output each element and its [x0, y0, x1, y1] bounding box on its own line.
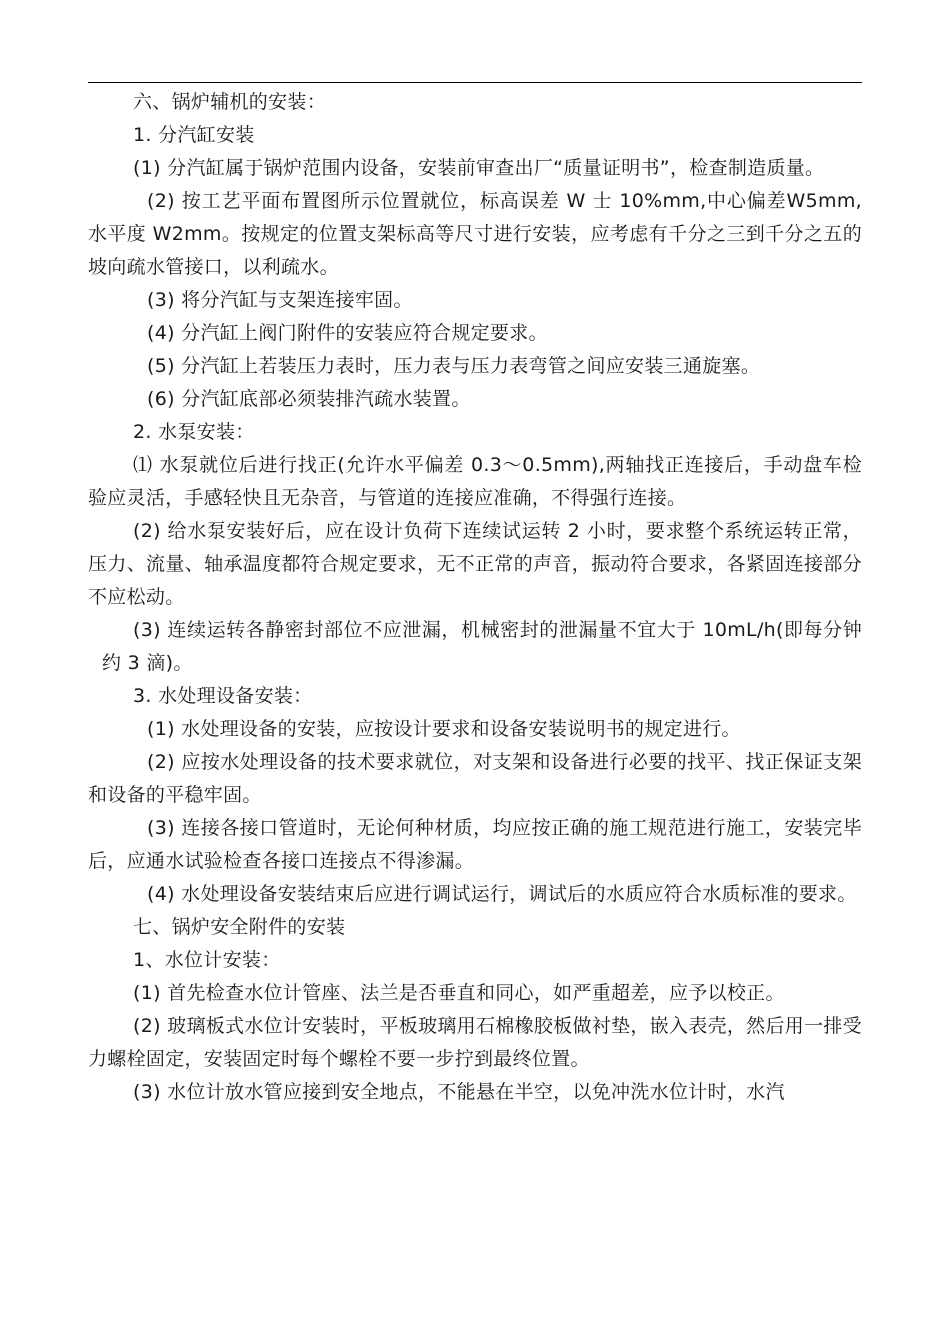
paragraph: (3) 水位计放水管应接到安全地点，不能悬在半空，以免冲洗水位计时，水汽: [133, 1081, 785, 1103]
paragraph: (1) 水处理设备的安装，应按设计要求和设备安装说明书的规定进行。: [147, 718, 741, 740]
subsection-heading: 3. 水处理设备安装：: [133, 685, 313, 707]
subsection-heading: 2. 水泵安装：: [133, 421, 255, 443]
paragraph: (1) 首先检查水位计管座、法兰是否垂直和同心，如严重超差，应予以校正。: [133, 982, 785, 1004]
subsection-heading: 1、水位计安装：: [133, 949, 281, 971]
paragraph: (4) 水处理设备安装结束后应进行调试运行，调试后的水质应符合水质标准的要求。: [147, 883, 857, 905]
paragraph: (2) 给水泵安装好后，应在设计负荷下连续试运转 2 小时，要求整个系统运转正常，压力、流量、轴承温度都符合规定要求，无不正常的声音，振动符合要求，各紧固连接部分不应松动。: [88, 520, 862, 608]
header-rule: [88, 82, 862, 83]
paragraph: (4) 分汽缸上阀门附件的安装应符合规定要求。: [147, 322, 548, 344]
paragraph: (2) 应按水处理设备的技术要求就位，对支架和设备进行必要的找平、找正保证支架和设备的平稳牢固。: [88, 751, 862, 806]
paragraph: (5) 分汽缸上若装压力表时，压力表与压力表弯管之间应安装三通旋塞。: [147, 355, 761, 377]
paragraph: (1) 分汽缸属于锅炉范围内设备，安装前审查出厂“质量证明书”，检查制造质量。: [133, 157, 825, 179]
paragraph: ⑴ 水泵就位后进行找正(允许水平偏差 0.3〜0.5mm),两轴找正连接后，手动盘车检验应灵活，手感轻快且无杂音，与管道的连接应准确，不得强行连接。: [88, 454, 862, 509]
subsection-heading: 1. 分汽缸安装: [133, 124, 255, 146]
paragraph: (3) 将分汽缸与支架连接牢固。: [147, 289, 413, 311]
paragraph: (3) 连续运转各静密封部位不应泄漏，机械密封的泄漏量不宜大于 10mL/h(即每分钟约 3 滴)。: [102, 619, 862, 674]
section-heading-6: 六、锅炉辅机的安装：: [133, 91, 327, 113]
document-body: [88, 86, 862, 1109]
paragraph: (3) 连接各接口管道时，无论何种材质，均应按正确的施工规范进行施工，安装完毕后，应通水试验检查各接口连接点不得渗漏。: [88, 817, 862, 872]
section-heading-7: 七、锅炉安全附件的安装: [133, 916, 346, 938]
paragraph: (2) 玻璃板式水位计安装时，平板玻璃用石棉橡胶板做衬垫，嵌入表壳，然后用一排受力螺栓固定，安装固定时每个螺栓不要一步拧到最终位置。: [88, 1015, 862, 1070]
paragraph: (6) 分汽缸底部必须装排汽疏水装置。: [147, 388, 471, 410]
paragraph: (2) 按工艺平面布置图所示位置就位，标高误差 W 士 10%mm,中心偏差W5mm,水平度 W2mm。按规定的位置支架标高等尺寸进行安装，应考虑有千分之三到千分之五的坡向疏水管接口，以利疏水。: [88, 190, 862, 278]
